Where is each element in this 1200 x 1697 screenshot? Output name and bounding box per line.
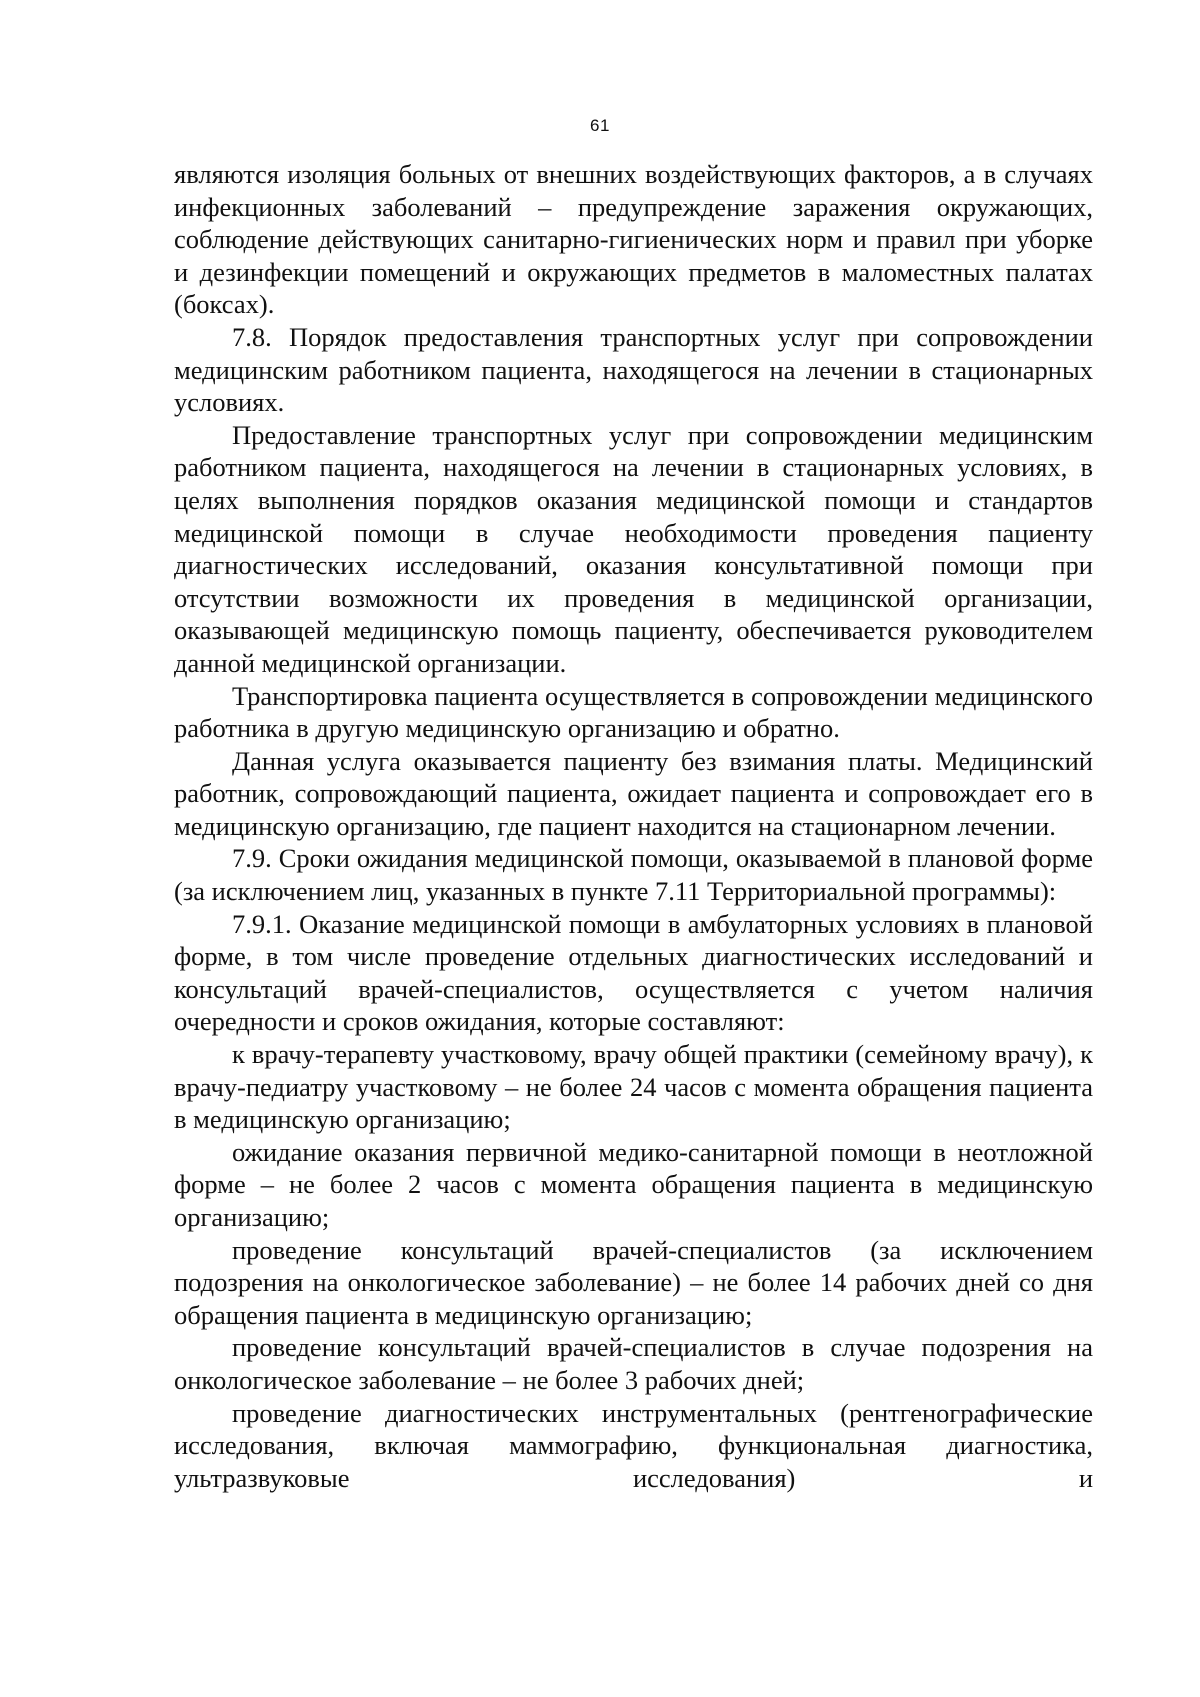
- paragraph-transport-services: Предоставление транспортных услуг при сопровождении медицинским работником пациента, находящегося на лечении в стационарных условиях, в целях выполнения порядков оказания медицинской помощи и стандартов медицинской помощи в случае необходимости проведения пациенту диагностических исследований, оказания консультативной помощи при отсутствии возможности их проведения в медицинской организации, оказывающей медицинскую помощь пациенту, обеспечивается руководителем данной медицинской организации.: [174, 419, 1093, 678]
- paragraph-transportation: Транспортировка пациента осуществляется в сопровождении медицинского работника в другую медицинскую организацию и обратно.: [174, 680, 1093, 744]
- list-item-oncology-consultations: проведение консультаций врачей-специалистов в случае подозрения на онкологическое заболевание – не более 3 рабочих дней;: [174, 1332, 1093, 1395]
- paragraph-section-7-9-1: 7.9.1. Оказание медицинской помощи в амбулаторных условиях в плановой форме, в том числе проведение отдельных диагностических исследований и консультаций врачей-специалистов, осуществляется с учетом наличия очередности и сроков ожидания, которые составляют:: [174, 908, 1093, 1037]
- paragraph-free-service: Данная услуга оказывается пациенту без взимания платы. Медицинский работник, сопровождающий пациента, ожидает пациента и сопровождает его в медицинскую организацию, где пациент находится на стационарном лечении.: [174, 745, 1093, 841]
- paragraph-section-7-8-heading: 7.8. Порядок предоставления транспортных услуг при сопровождении медицинским работником пациента, находящегося на лечении в стационарных условиях.: [174, 321, 1093, 418]
- list-item-therapist: к врачу-терапевту участковому, врачу общей практики (семейному врачу), к врачу-педиатру участковому – не более 24 часов с момента обращения пациента в медицинскую организацию;: [174, 1039, 1093, 1135]
- list-item-diagnostics: проведение диагностических инструментальных (рентгенографические исследования, включая маммографию, функциональная диагностика, ультразвуковые исследования) и: [174, 1397, 1093, 1493]
- page-number: 61: [590, 116, 610, 135]
- document-body: [174, 158, 1093, 1494]
- paragraph-continuation: являются изоляция больных от внешних воздействующих факторов, а в случаях инфекционных заболеваний – предупреждение заражения окружающих, соблюдение действующих санитарно-гигиенических норм и правил при уборке и дезинфекции помещений и окружающих предметов в маломестных палатах (боксах).: [174, 159, 1093, 320]
- list-item-urgent-care: ожидание оказания первичной медико-санитарной помощи в неотложной форме – не более 2 часов с момента обращения пациента в медицинскую организацию;: [174, 1136, 1093, 1232]
- list-item-specialist-consultations: проведение консультаций врачей-специалистов (за исключением подозрения на онкологическое заболевание) – не более 14 рабочих дней со дня обращения пациента в медицинскую организацию;: [174, 1234, 1093, 1330]
- paragraph-section-7-9-heading: 7.9. Сроки ожидания медицинской помощи, оказываемой в плановой форме (за исключением лиц, указанных в пункте 7.11 Территориальной программы):: [174, 843, 1093, 907]
